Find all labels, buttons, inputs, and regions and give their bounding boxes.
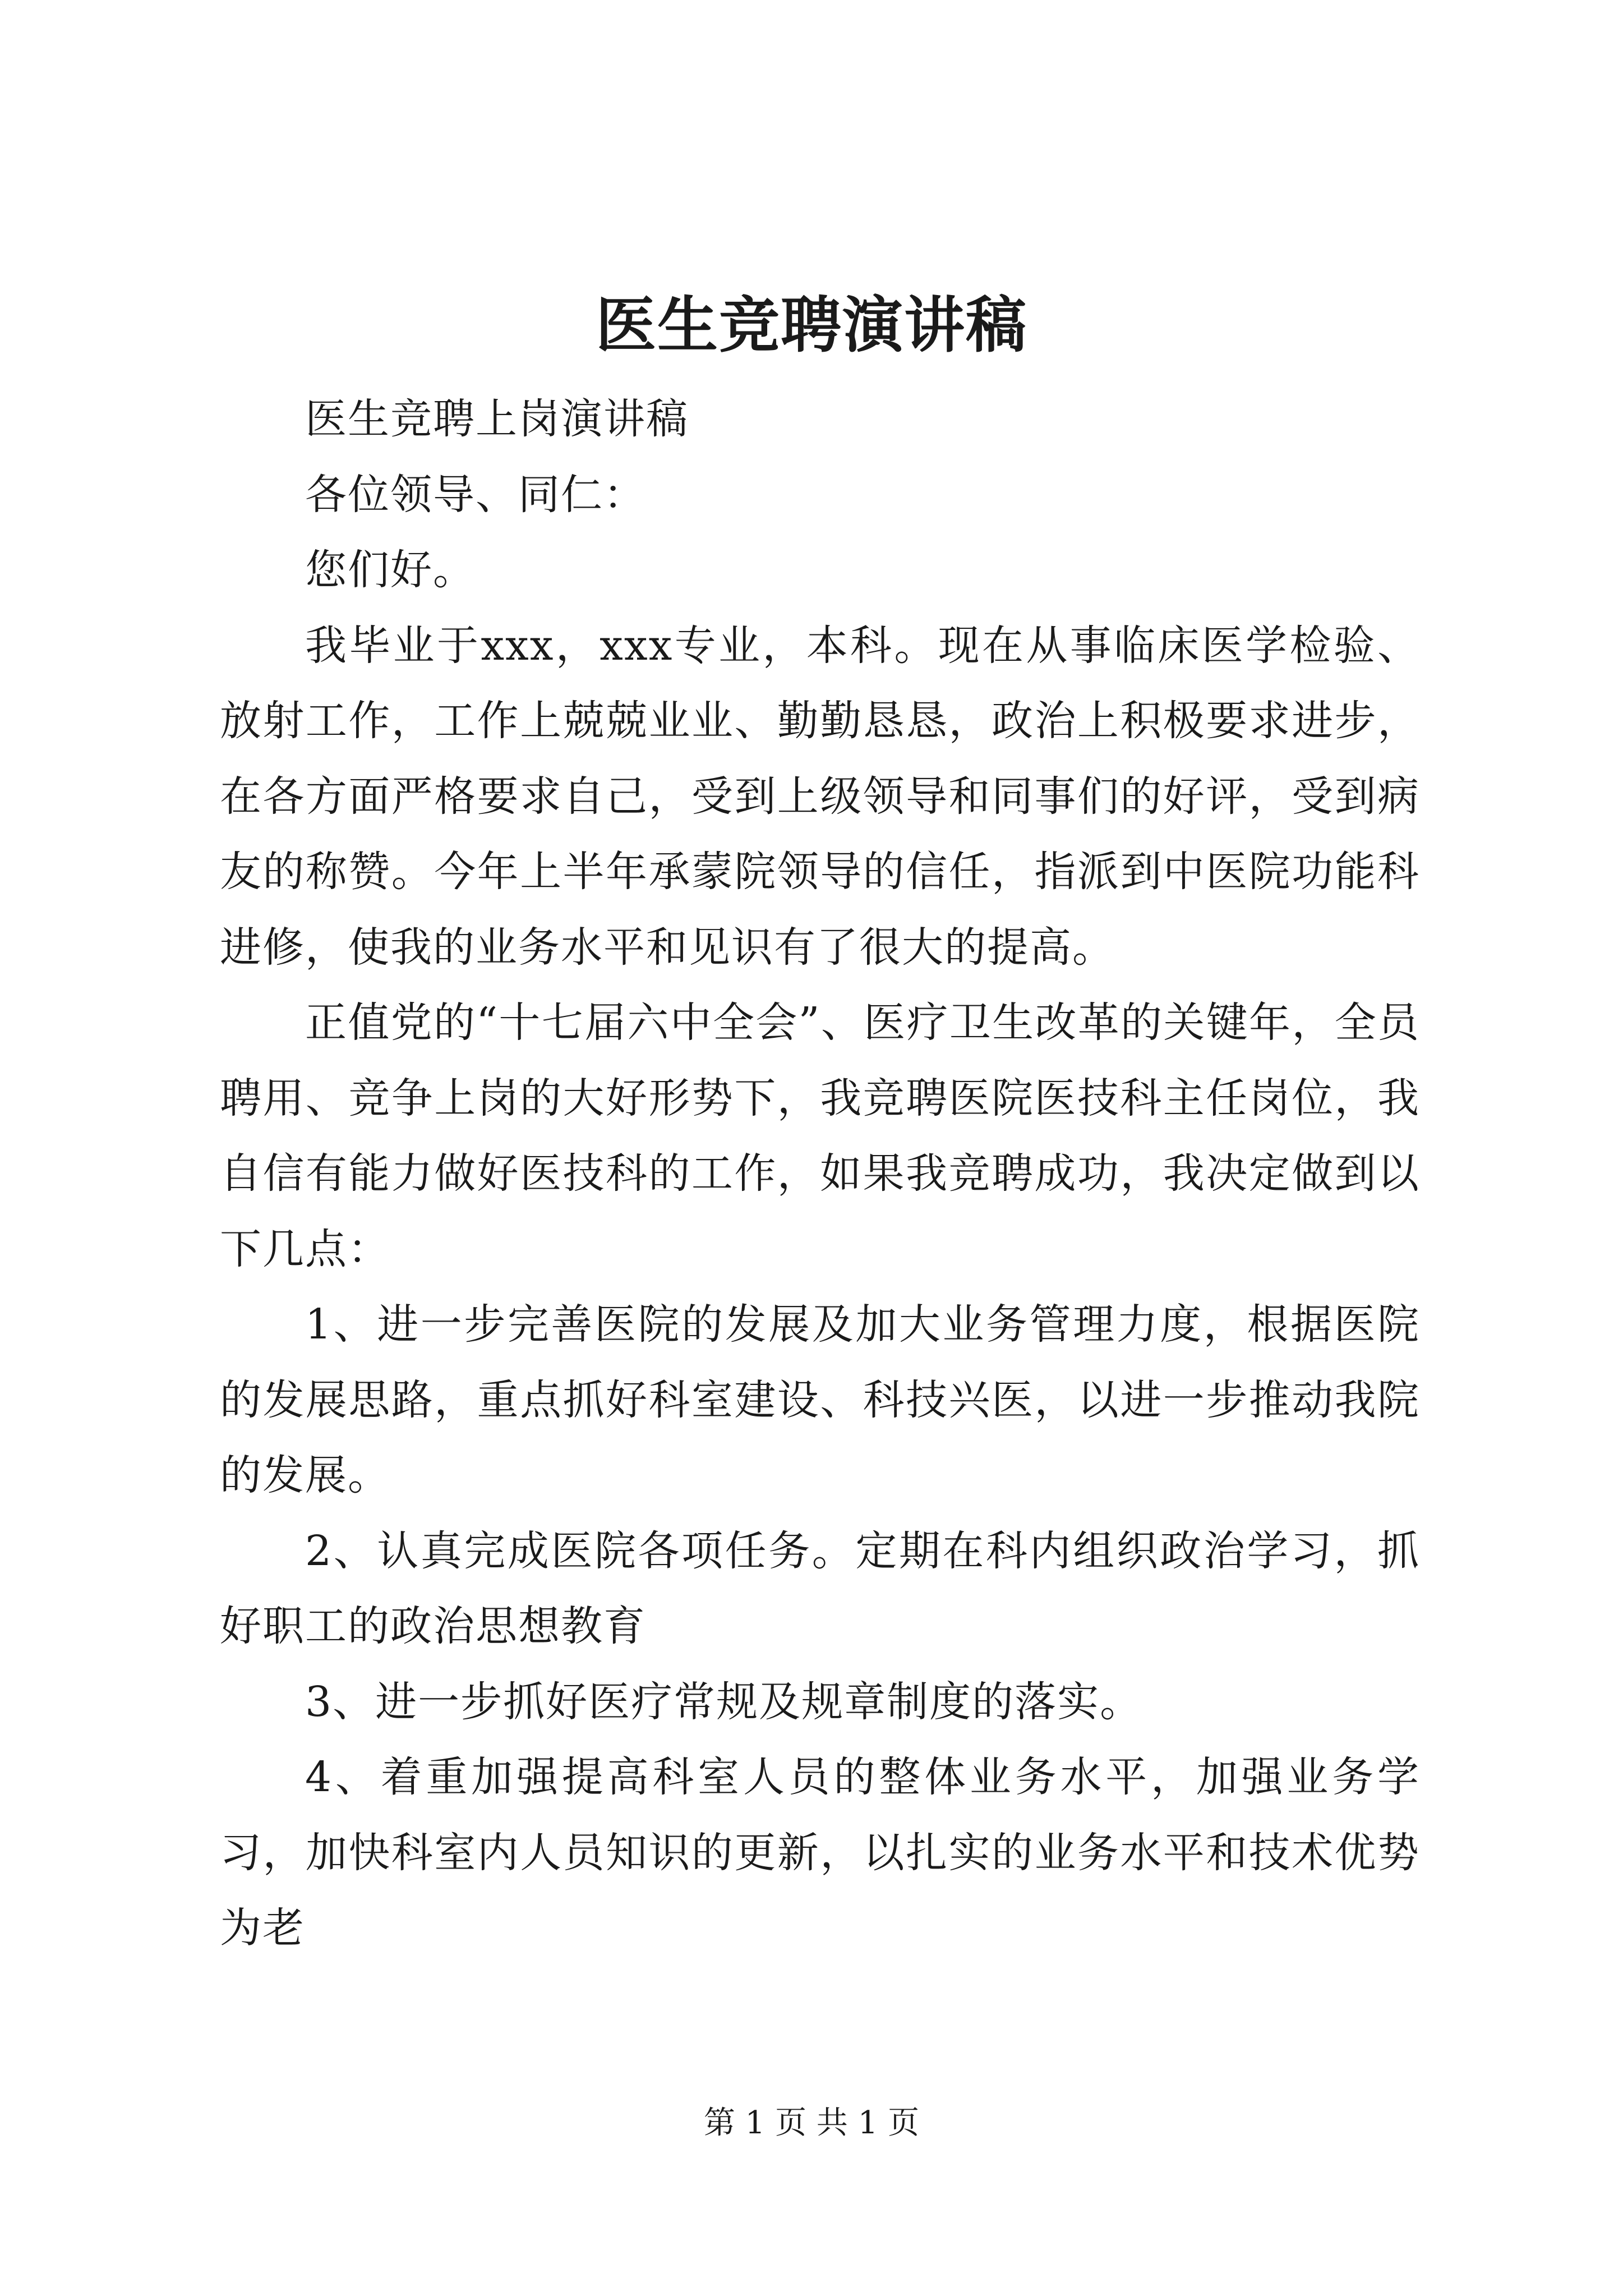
document-title: 医生竞聘演讲稿 [595,290,1027,361]
page-number-footer: 第 1 页 共 1 页 [703,2105,920,2141]
paragraph-background: 我毕业于xxx，xxx专业，本科。现在从事临床医学检验、放射工作，工作上兢兢业业、勤勤恳恳，政治上积极要求进步，在各方面严格要求自己，受到上级领导和同事们的好评，受到病友的称赞。今年上半年承蒙院领导的信任，指派到中医院功能科进修，使我的业务水平和见识有了很大的提高。 [220,621,1420,972]
paragraph-salutation: 各位领导、同仁： [305,470,646,519]
paragraph-greeting: 您们好。 [305,546,476,594]
paragraph-subtitle: 医生竞聘上岗演讲稿 [305,395,689,443]
paragraph-point-4: 4、着重加强提高科室人员的整体业务水平，加强业务学习，加快科室内人员知识的更新，以扎实的业务水平和技术优势为老 [220,1753,1420,1952]
paragraph-point-3: 3、进一步抓好医疗常规及规章制度的落实。 [305,1677,1143,1726]
paragraph-point-1: 1、进一步完善医院的发展及加大业务管理力度，根据医院的发展思路，重点抓好科室建设、科技兴医，以进一步推动我院的发展。 [220,1300,1420,1499]
paragraph-context: 正值党的“十七届六中全会”、医疗卫生改革的关键年，全员聘用、竞争上岗的大好形势下，我竞聘医院医技科主任岗位，我自信有能力做好医技科的工作，如果我竞聘成功，我决定做到以下几点： [220,999,1420,1273]
document-body [220,381,1420,1966]
paragraph-point-2: 2、认真完成医院各项任务。定期在科内组织政治学习，抓好职工的政治思想教育 [220,1526,1420,1650]
